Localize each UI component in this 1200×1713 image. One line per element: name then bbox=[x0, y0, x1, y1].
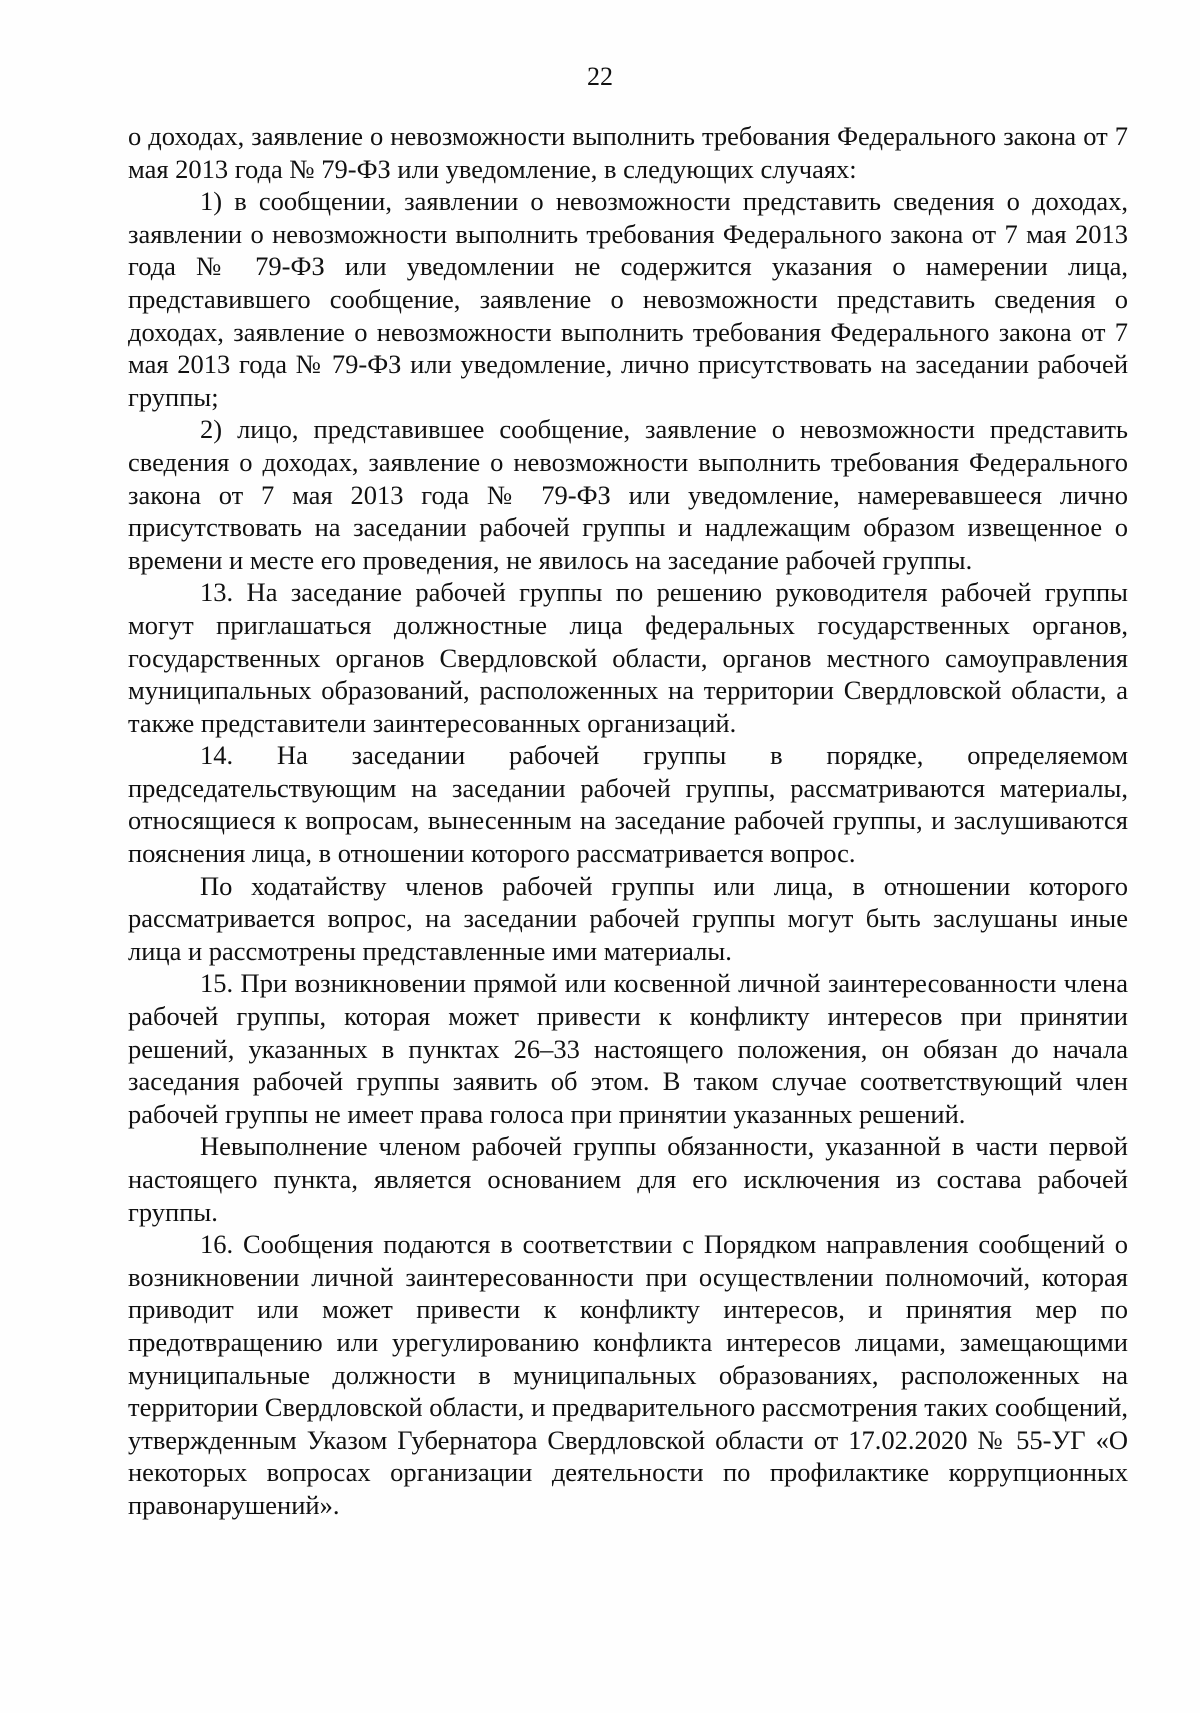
paragraph: 13. На заседание рабочей группы по решению руководителя рабочей группы могут приглашаться должностные лица федеральных государственных органов, государственных органов Свердловской области, органов местного самоуправления муниципальных образований, расположенных на территории Свердловской области, а также представители заинтересованных организаций. bbox=[128, 577, 1128, 738]
paragraph: 15. При возникновении прямой или косвенной личной заинтересованности члена рабочей группы, которая может привести к конфликту интересов при принятии решений, указанных в пунктах 26–33 настоящего положения, он обязан до начала заседания рабочей группы заявить об этом. В таком случае соответствующий член рабочей группы не имеет права голоса при принятии указанных решений. bbox=[128, 968, 1128, 1129]
paragraph: о доходах, заявление о невозможности выполнить требования Федерального закона от 7 мая 2013 года № 79-ФЗ или уведомление, в следующих случаях: bbox=[128, 121, 1128, 184]
document-body bbox=[128, 120, 1128, 1522]
paragraph: 1) в сообщении, заявлении о невозможности представить сведения о доходах, заявлении о невозможности выполнить требования Федерального закона от 7 мая 2013 года № 79-ФЗ или уведомлении не содержится указания о намерении лица, представившего сообщение, заявление о невозможности представить сведения о доходах, заявление о невозможности выполнить требования Федерального закона от 7 мая 2013 года № 79-ФЗ или уведомление, лично присутствовать на заседании рабочей группы; bbox=[128, 186, 1128, 412]
paragraph: 16. Сообщения подаются в соответствии с Порядком направления сообщений о возникновении личной заинтересованности при осуществлении полномочий, которая приводит или может привести к конфликту интересов, и принятия мер по предотвращению или урегулированию конфликта интересов лицами, замещающими муниципальные должности в муниципальных образованиях, расположенных на территории Свердловской области, и предварительного рассмотрения таких сообщений, утвержденным Указом Губернатора Свердловской области от 17.02.2020 № 55-УГ «О некоторых вопросах организации деятельности по профилактике коррупционных правонарушений». bbox=[128, 1229, 1128, 1520]
paragraph: Невыполнение членом рабочей группы обязанности, указанной в части первой настоящего пункта, является основанием для его исключения из состава рабочей группы. bbox=[128, 1131, 1128, 1227]
paragraph: 2) лицо, представившее сообщение, заявление о невозможности представить сведения о доходах, заявление о невозможности выполнить требования Федерального закона от 7 мая 2013 года № 79-ФЗ или уведомление, намеревавшееся лично присутствовать на заседании рабочей группы и надлежащим образом извещенное о времени и месте его проведения, не явилось на заседание рабочей группы. bbox=[128, 414, 1128, 575]
paragraph: По ходатайству членов рабочей группы или лица, в отношении которого рассматривается вопрос, на заседании рабочей группы могут быть заслушаны иные лица и рассмотрены представленные ими материалы. bbox=[128, 870, 1128, 966]
page-number: 22 bbox=[587, 62, 613, 91]
paragraph: 14. На заседании рабочей группы в порядке, определяемом председательствующим на заседании рабочей группы, рассматриваются материалы, относящиеся к вопросам, вынесенным на заседание рабочей группы, и заслушиваются пояснения лица, в отношении которого рассматривается вопрос. bbox=[128, 740, 1128, 869]
